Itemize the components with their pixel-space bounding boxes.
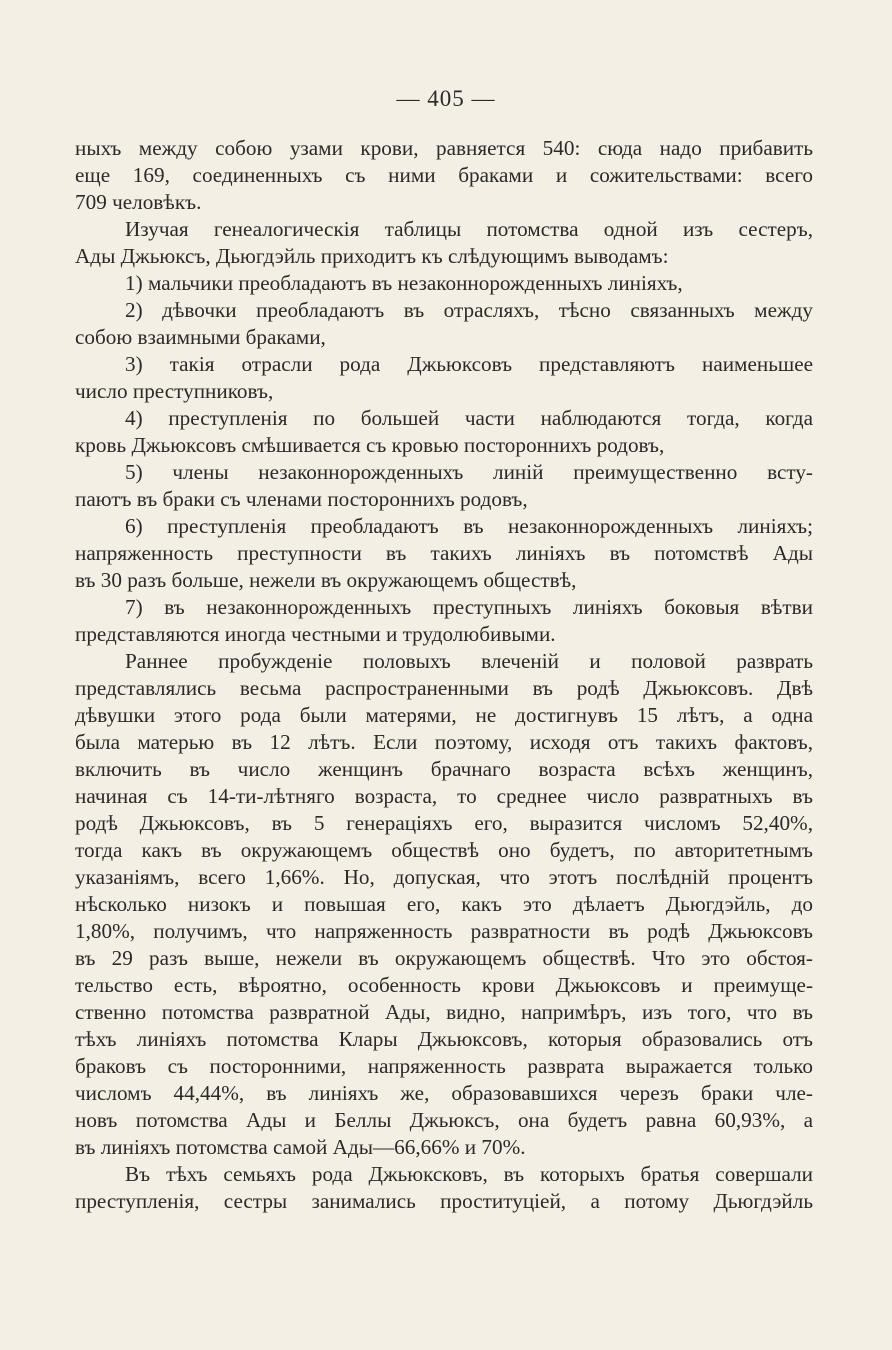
text-line: Раннее пробужденіе половыхъ влеченій и половой разврать (125, 649, 813, 673)
text-line: была матерью въ 12 лѣтъ. Если поэтому, исходя отъ такихъ фактовъ, (75, 730, 813, 754)
body-text (75, 135, 813, 1215)
paragraph (75, 216, 813, 270)
text-line: 1,80%, получимъ, что напряженность развратности въ родѣ Джьюксовъ (75, 919, 813, 943)
text-line: тельство есть, вѣроятно, особенность крови Джьюксовъ и преимуще- (75, 973, 813, 997)
text-line: въ 30 разъ больше, нежели въ окружающемъ обществѣ, (75, 568, 577, 592)
text-line: представлялись весьма распространенными въ родѣ Джьюксовъ. Двѣ (75, 676, 813, 700)
text-line: паютъ въ браки съ членами постороннихъ родовъ, (75, 487, 528, 511)
text-line: кровь Джьюксовъ смѣшивается съ кровью постороннихъ родовъ, (75, 433, 665, 457)
text-line: 5) члены незаконнорожденныхъ линій преимущественно всту- (125, 460, 813, 484)
text-line: число преступниковъ, (75, 379, 274, 403)
paragraph (75, 648, 813, 1161)
paragraph (75, 594, 813, 648)
paragraph (75, 135, 813, 216)
text-line: родѣ Джьюксовъ, въ 5 генераціяхъ его, выразится числомъ 52,40%, (75, 811, 813, 835)
text-line: Изучая генеалогическія таблицы потомства одной изъ сестеръ, (125, 217, 813, 241)
text-line: еще 169, соединенныхъ съ ними браками и сожительствами: всего (75, 163, 813, 187)
paragraph (75, 459, 813, 513)
text-line: Ады Джьюксъ, Дьюгдэйль приходитъ къ слѣдующимъ выводамъ: (75, 244, 669, 268)
text-line: включить въ число женщинъ брачнаго возраста всѣхъ женщинъ, (75, 757, 813, 781)
text-line: 2) дѣвочки преобладаютъ въ отрасляхъ, тѣсно связанныхъ между (125, 298, 813, 322)
text-line: собою взаимными браками, (75, 325, 326, 349)
text-line: напряженность преступности въ такихъ линіяхъ въ потомствѣ Ады (75, 541, 813, 565)
text-line: ственно потомства развратной Ады, видно, напримѣръ, изъ того, что въ (75, 1000, 813, 1024)
paragraph (75, 1161, 813, 1215)
text-line: дѣвушки этого рода были матерями, не достигнувъ 15 лѣтъ, а одна (75, 703, 813, 727)
text-line: 6) преступленія преобладаютъ въ незаконнорожденныхъ линіяхъ; (125, 514, 813, 538)
text-line: 3) такія отрасли рода Джьюксовъ представляютъ наименьшее (125, 352, 813, 376)
text-line: нѣсколько низокъ и повышая его, какъ это дѣлаетъ Дьюгдэйль, до (75, 892, 813, 916)
text-line: ныхъ между собою узами крови, равняется 540: сюда надо прибавить (75, 136, 813, 160)
text-line: Въ тѣхъ семьяхъ рода Джьюксковъ, въ которыхъ братья совершали (125, 1162, 813, 1186)
paragraph (75, 405, 813, 459)
text-line: представляются иногда честными и трудолюбивыми. (75, 622, 556, 646)
text-line: браковъ съ посторонними, напряженность разврата выражается только (75, 1054, 813, 1078)
paragraph (75, 513, 813, 594)
text-line: преступленія, сестры занимались проституціей, а потому Дьюгдэйль (75, 1189, 813, 1213)
text-line: въ линіяхъ потомства самой Ады—66,66% и 70%. (75, 1135, 526, 1159)
text-line: начиная съ 14-ти-лѣтняго возраста, то среднее число развратныхъ въ (75, 784, 813, 808)
text-line: 7) въ незаконнорожденныхъ преступныхъ линіяхъ боковыя вѣтви (125, 595, 813, 619)
page-number: — 405 — (396, 86, 496, 111)
paragraph (75, 270, 813, 297)
text-line: 1) мальчики преобладаютъ въ незаконнорожденныхъ линіяхъ, (125, 271, 683, 295)
text-line: въ 29 разъ выше, нежели въ окружающемъ обществѣ. Что это обстоя- (75, 946, 813, 970)
paragraph (75, 351, 813, 405)
text-line: новъ потомства Ады и Беллы Джьюксъ, она будетъ равна 60,93%, а (75, 1108, 813, 1132)
text-line: 709 человѣкъ. (75, 190, 202, 214)
text-line: числомъ 44,44%, въ линіяхъ же, образовавшихся черезъ браки чле- (75, 1081, 813, 1105)
text-line: тѣхъ линіяхъ потомства Клары Джьюксовъ, которыя образовались отъ (75, 1027, 813, 1051)
text-line: 4) преступленія по большей части наблюдаются тогда, когда (125, 406, 813, 430)
paragraph (75, 297, 813, 351)
text-line: указаніямъ, всего 1,66%. Но, допуская, что этотъ послѣдній процентъ (75, 865, 813, 889)
text-line: тогда какъ въ окружающемъ обществѣ оно будетъ, по авторитетнымъ (75, 838, 813, 862)
